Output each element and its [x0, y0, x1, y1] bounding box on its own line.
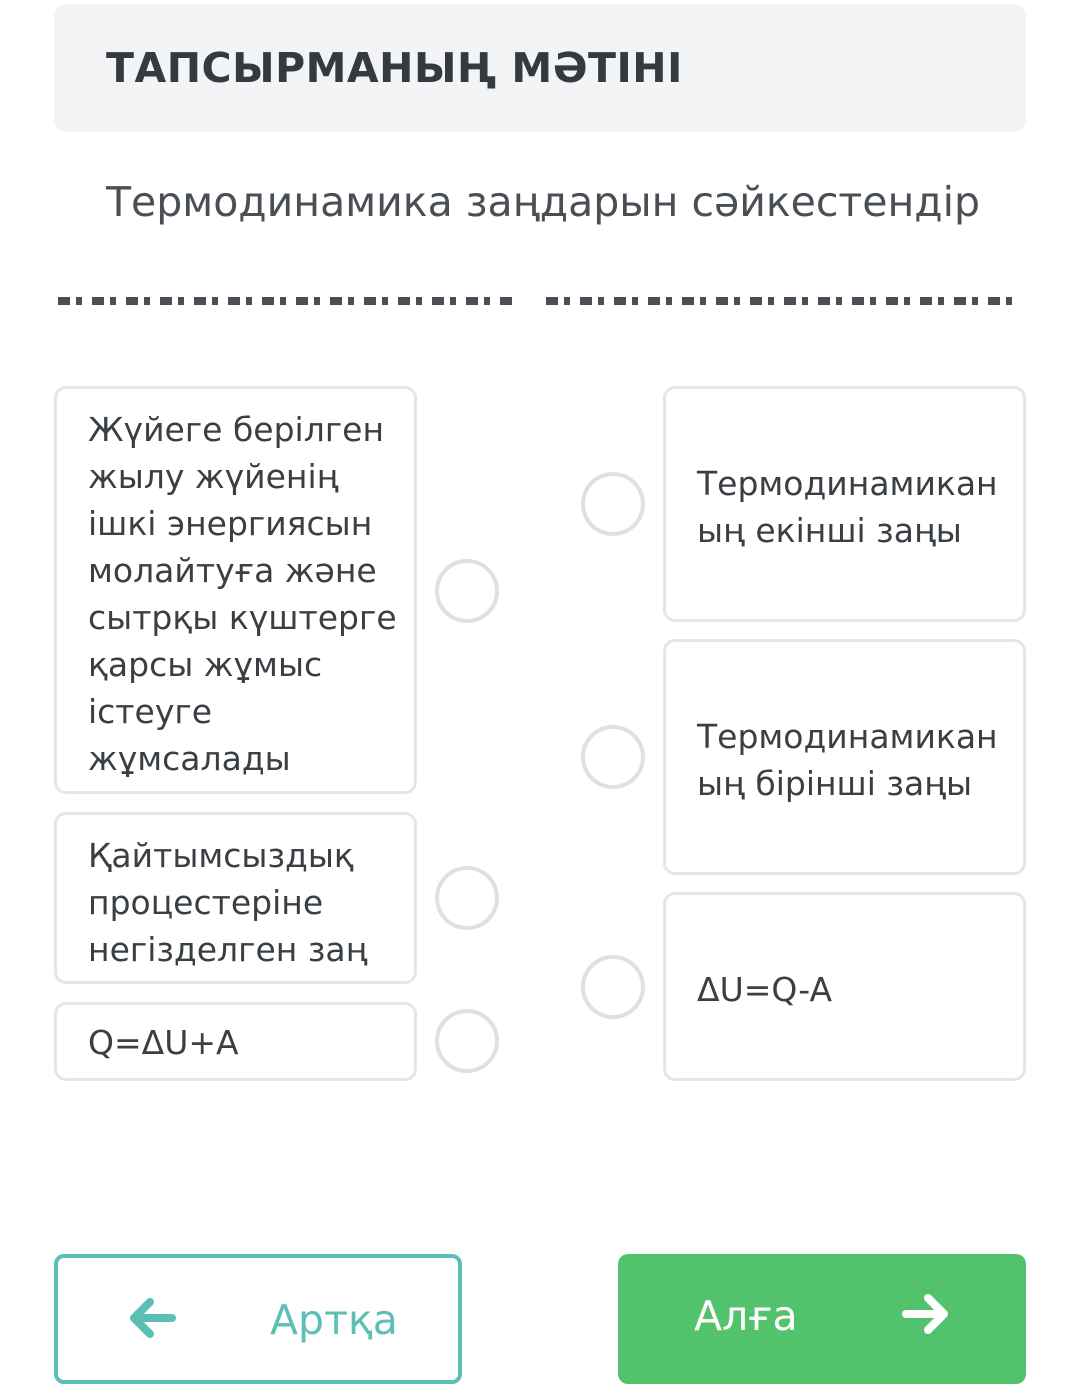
- left-item-2-connector[interactable]: [435, 866, 499, 930]
- right-item-3-connector[interactable]: [581, 955, 645, 1019]
- arrow-right-icon: [902, 1294, 948, 1344]
- right-item-text: Термодинамикан ың екінші заңы: [697, 464, 998, 550]
- left-item-text: Қайтымсыздық процестеріне негізделген заң: [88, 836, 368, 969]
- left-item-1[interactable]: [54, 386, 417, 794]
- divider: [546, 297, 1020, 305]
- header-title: ТАПСЫРМАНЫҢ МӘТІНІ: [106, 44, 683, 92]
- task-text: Термодинамика заңдарын сәйкестендір: [106, 178, 981, 226]
- right-item-2[interactable]: [663, 639, 1026, 875]
- left-item-text: Q=ΔU+A: [88, 1023, 239, 1062]
- left-item-2[interactable]: [54, 812, 417, 984]
- right-item-text: Термодинамикан ың бірінші заңы: [697, 717, 998, 803]
- divider: [58, 297, 513, 305]
- left-item-3-connector[interactable]: [435, 1009, 499, 1073]
- right-item-text: ΔU=Q-A: [697, 970, 833, 1009]
- left-item-1-connector[interactable]: [435, 559, 499, 623]
- right-item-1-connector[interactable]: [581, 472, 645, 536]
- back-button[interactable]: [54, 1254, 462, 1384]
- right-item-3[interactable]: [663, 892, 1026, 1081]
- left-item-text: Жүйеге берілген жылу жүйенің ішкі энергиясын молайтуға және сытрқы күштерге қарсы жұмыс істеуге жұмсалады: [88, 410, 397, 778]
- right-item-2-connector[interactable]: [581, 725, 645, 789]
- right-item-1[interactable]: [663, 386, 1026, 622]
- arrow-left-icon: [130, 1298, 176, 1348]
- next-button-label: Алға: [694, 1292, 798, 1340]
- task-header: [54, 4, 1026, 132]
- next-button[interactable]: [618, 1254, 1026, 1384]
- left-item-3[interactable]: [54, 1002, 417, 1081]
- back-button-label: Артқа: [270, 1296, 398, 1344]
